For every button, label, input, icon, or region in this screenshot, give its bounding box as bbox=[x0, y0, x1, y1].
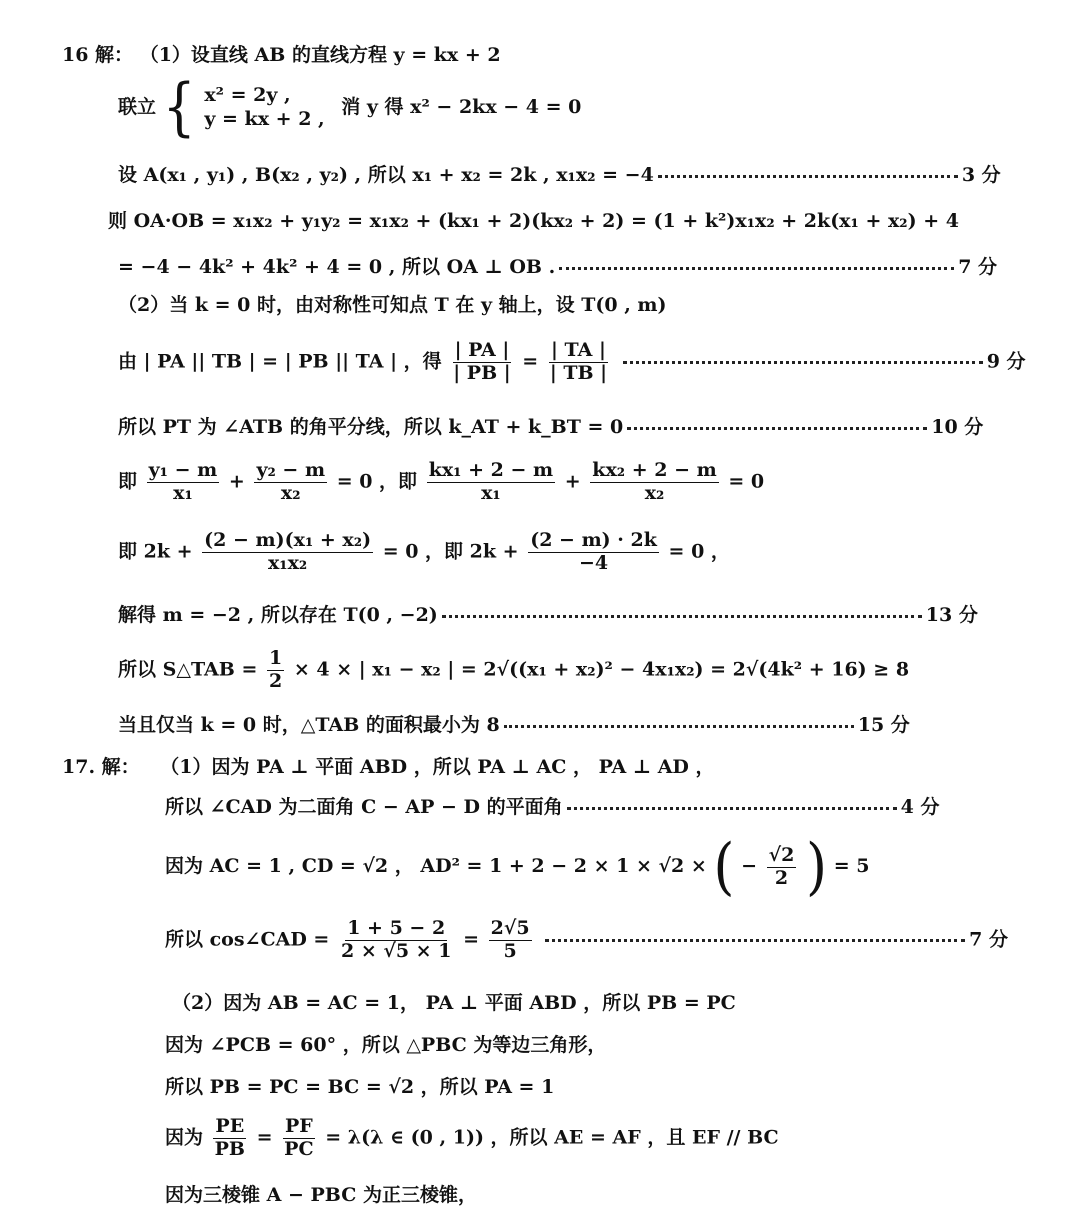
part2-setup: （2）因为 AB = AC = 1， PA ⊥ 平面 ABD ，所以 PB = PC bbox=[172, 992, 736, 1014]
text-equals-zero: = 0 ，即 2k + bbox=[382, 540, 519, 563]
numerator: 2√5 bbox=[490, 917, 530, 939]
score-leader bbox=[442, 615, 922, 618]
fraction-pa-pb bbox=[451, 340, 512, 385]
problem-16-line-3 bbox=[118, 160, 1001, 194]
system-prefix: 联立 bbox=[118, 96, 157, 118]
text-yinwei: 因为 bbox=[165, 1126, 204, 1149]
numerator: kx₁ + 2 − m bbox=[428, 459, 554, 481]
fraction-cosine bbox=[339, 918, 453, 963]
text-2k-plus: 即 2k + bbox=[118, 540, 193, 563]
minimum-area-conclusion: 当且仅当 k = 0 时，△TAB 的面积最小为 8 bbox=[118, 714, 500, 736]
problem-16-line-13 bbox=[118, 710, 998, 744]
denominator: x₂ bbox=[280, 481, 301, 504]
score-mark: 7 分 bbox=[969, 928, 1009, 951]
plus-sign: + bbox=[228, 470, 245, 493]
equals-sign: = bbox=[256, 1126, 273, 1149]
score-mark: 4 分 bbox=[900, 796, 940, 818]
numerator: (2 − m) · 2k bbox=[530, 529, 657, 551]
equation-system bbox=[204, 84, 324, 132]
fraction-ta-tb bbox=[548, 340, 609, 385]
score-mark: 15 分 bbox=[857, 714, 910, 736]
problem-17-line-4 bbox=[165, 917, 1009, 976]
denominator: | TB | bbox=[549, 361, 608, 384]
fraction-result bbox=[489, 918, 532, 963]
left-paren: ( bbox=[713, 830, 735, 903]
plus-sign: + bbox=[564, 470, 581, 493]
text-equals-zero: = 0 bbox=[728, 470, 765, 493]
score-leader bbox=[504, 725, 854, 728]
numerator: PE bbox=[215, 1115, 245, 1137]
minus-sign: − bbox=[741, 855, 758, 877]
part2-setup: （2）当 k = 0 时，由对称性可知点 T 在 y 轴上，设 T(0 , m) bbox=[118, 294, 667, 316]
problem-17-line-2 bbox=[165, 792, 985, 826]
equals-sign: = bbox=[522, 350, 539, 373]
text-equals-zero: = 0 ，即 bbox=[336, 470, 418, 493]
score-mark: 10 分 bbox=[931, 416, 984, 438]
fraction-slope-2 bbox=[254, 460, 327, 505]
fraction-pe-pb bbox=[213, 1116, 247, 1161]
problem-17-line-6 bbox=[165, 1030, 606, 1064]
denominator: x₁ bbox=[173, 481, 193, 504]
numerator: 1 + 5 − 2 bbox=[347, 917, 446, 939]
score-mark: 9 分 bbox=[986, 350, 1026, 373]
numerator: | TA | bbox=[551, 339, 606, 361]
denominator: x₁x₂ bbox=[267, 551, 308, 574]
problem-16-line-1 bbox=[62, 40, 501, 74]
denominator: 5 bbox=[503, 939, 517, 962]
numerator: | PA | bbox=[454, 339, 510, 361]
problem-16-line-11 bbox=[118, 600, 998, 634]
problem-16-line-4 bbox=[108, 206, 959, 240]
law-of-cosines: 因为 AC = 1 , CD = √2 ， AD² = 1 + 2 − 2 × 1 × √2 × bbox=[165, 855, 707, 877]
numerator: √2 bbox=[768, 843, 795, 866]
problem-17-line-3 bbox=[165, 830, 870, 903]
problem-17-line-9 bbox=[165, 1180, 477, 1214]
problem-16-line-10 bbox=[118, 530, 730, 586]
denominator: 2 × √5 × 1 bbox=[340, 939, 452, 962]
perpendicular-conclusion: = −4 − 4k² + 4k² + 4 = 0 , 所以 OA ⊥ OB . bbox=[118, 256, 556, 278]
score-mark: 7 分 bbox=[958, 256, 998, 278]
right-paren: ) bbox=[806, 830, 828, 903]
fraction-substituted bbox=[528, 530, 659, 575]
solve-m: 解得 m = −2 , 所以存在 T(0 , −2) bbox=[118, 604, 438, 626]
cosine-expression: 所以 cos∠CAD = bbox=[165, 928, 330, 951]
area-bound: × 4 × | x₁ − x₂ | = 2√((x₁ + x₂)² − 4x₁x₂) = 2√(4k² + 16) ≥ 8 bbox=[293, 658, 910, 681]
fraction-one-half bbox=[267, 648, 284, 693]
ratio-condition: 由 | PA || TB | = | PB || TA | ，得 bbox=[118, 350, 442, 373]
problem-17-line-1 bbox=[62, 752, 715, 786]
fraction-pf-pc bbox=[282, 1116, 315, 1161]
angle-bisector-statement: 所以 PT 为 ∠ATB 的角平分线，所以 k_AT + k_BT = 0 bbox=[118, 416, 624, 438]
denominator: x₂ bbox=[644, 481, 665, 504]
problem-16-line-5 bbox=[118, 252, 998, 286]
score-leader bbox=[559, 267, 954, 270]
numerator: kx₂ + 2 − m bbox=[592, 459, 717, 481]
vieta-relations: 设 A(x₁ , y₁) , B(x₂ , y₂) , 所以 x₁ + x₂ = 2k , x₁x₂ = −4 bbox=[118, 164, 654, 186]
denominator: x₁ bbox=[481, 481, 501, 504]
score-mark: 13 分 bbox=[925, 604, 978, 626]
system-result: 消 y 得 x² − 2kx − 4 = 0 bbox=[341, 96, 582, 118]
fraction-slope-4 bbox=[590, 460, 718, 505]
equilateral-statement: 因为 ∠PCB = 60° ，所以 △PBC 为等边三角形， bbox=[165, 1034, 607, 1056]
problem-16-line-7 bbox=[118, 339, 1026, 396]
fraction-root2-over-2 bbox=[767, 845, 797, 890]
dot-product-expansion: 则 OA·OB = x₁x₂ + y₁y₂ = x₁x₂ + (kx₁ + 2)(kx₂ + 2) = (1 + k²)x₁x₂ + 2k(x₁ + x₂) + 4 bbox=[108, 210, 959, 232]
problem-17-heading: 17. 解： bbox=[62, 756, 140, 778]
problem-17-line-8 bbox=[165, 1116, 779, 1172]
numerator: y₁ − m bbox=[148, 459, 218, 481]
numerator: 1 bbox=[269, 647, 283, 669]
problem-16-line-9 bbox=[118, 460, 764, 516]
text-equals-five: = 5 bbox=[833, 855, 870, 877]
score-leader bbox=[623, 361, 983, 364]
equals-sign: = bbox=[463, 928, 479, 951]
denominator: 2 bbox=[774, 866, 789, 889]
system-brace-icon: { bbox=[162, 72, 196, 144]
system-equation-2: y = kx + 2 , bbox=[204, 108, 325, 130]
fraction-slope-1 bbox=[147, 460, 220, 505]
problem-16-heading: 16 解： bbox=[62, 44, 134, 66]
area-expression: 所以 S△TAB = bbox=[118, 658, 258, 681]
problem-16-line-12 bbox=[118, 648, 909, 704]
score-leader bbox=[545, 939, 965, 942]
regular-pyramid-statement: 因为三棱锥 A − PBC 为正三棱锥， bbox=[165, 1184, 477, 1206]
side-lengths: 所以 PB = PC = BC = √2 ，所以 PA = 1 bbox=[165, 1076, 555, 1098]
problem-16-part1-setup: （1）设直线 AB 的直线方程 y = kx + 2 bbox=[139, 44, 501, 66]
score-mark: 3 分 bbox=[961, 164, 1001, 186]
numerator: y₂ − m bbox=[256, 459, 326, 481]
problem-16-line-8 bbox=[118, 412, 998, 446]
denominator: −4 bbox=[578, 551, 609, 574]
denominator: PC bbox=[284, 1137, 314, 1160]
text-ji: 即 bbox=[118, 470, 138, 493]
problem-16-line-2 bbox=[118, 72, 582, 144]
lambda-condition: = λ(λ ∈ (0 , 1)) ，所以 AE = AF ，且 EF // BC bbox=[325, 1126, 779, 1149]
numerator: PF bbox=[284, 1115, 313, 1137]
score-leader bbox=[567, 807, 897, 810]
denominator: PB bbox=[214, 1137, 245, 1160]
problem-17-line-5 bbox=[172, 988, 736, 1022]
text-equals-zero: = 0 ， bbox=[668, 540, 730, 563]
dihedral-angle-statement: 所以 ∠CAD 为二面角 C − AP − D 的平面角 bbox=[165, 796, 563, 818]
problem-17-part1-setup: （1）因为 PA ⊥ 平面 ABD ，所以 PA ⊥ AC ， PA ⊥ AD ， bbox=[160, 756, 715, 778]
problem-16-line-6 bbox=[118, 290, 667, 324]
denominator: | PB | bbox=[453, 361, 511, 384]
fraction-slope-3 bbox=[427, 460, 555, 505]
problem-17-line-7 bbox=[165, 1072, 554, 1106]
denominator: 2 bbox=[269, 669, 283, 692]
system-equation-1: x² = 2y , bbox=[204, 84, 291, 107]
score-leader bbox=[627, 427, 927, 430]
fraction-combined bbox=[202, 530, 373, 575]
score-leader bbox=[658, 175, 958, 178]
numerator: (2 − m)(x₁ + x₂) bbox=[204, 529, 372, 551]
